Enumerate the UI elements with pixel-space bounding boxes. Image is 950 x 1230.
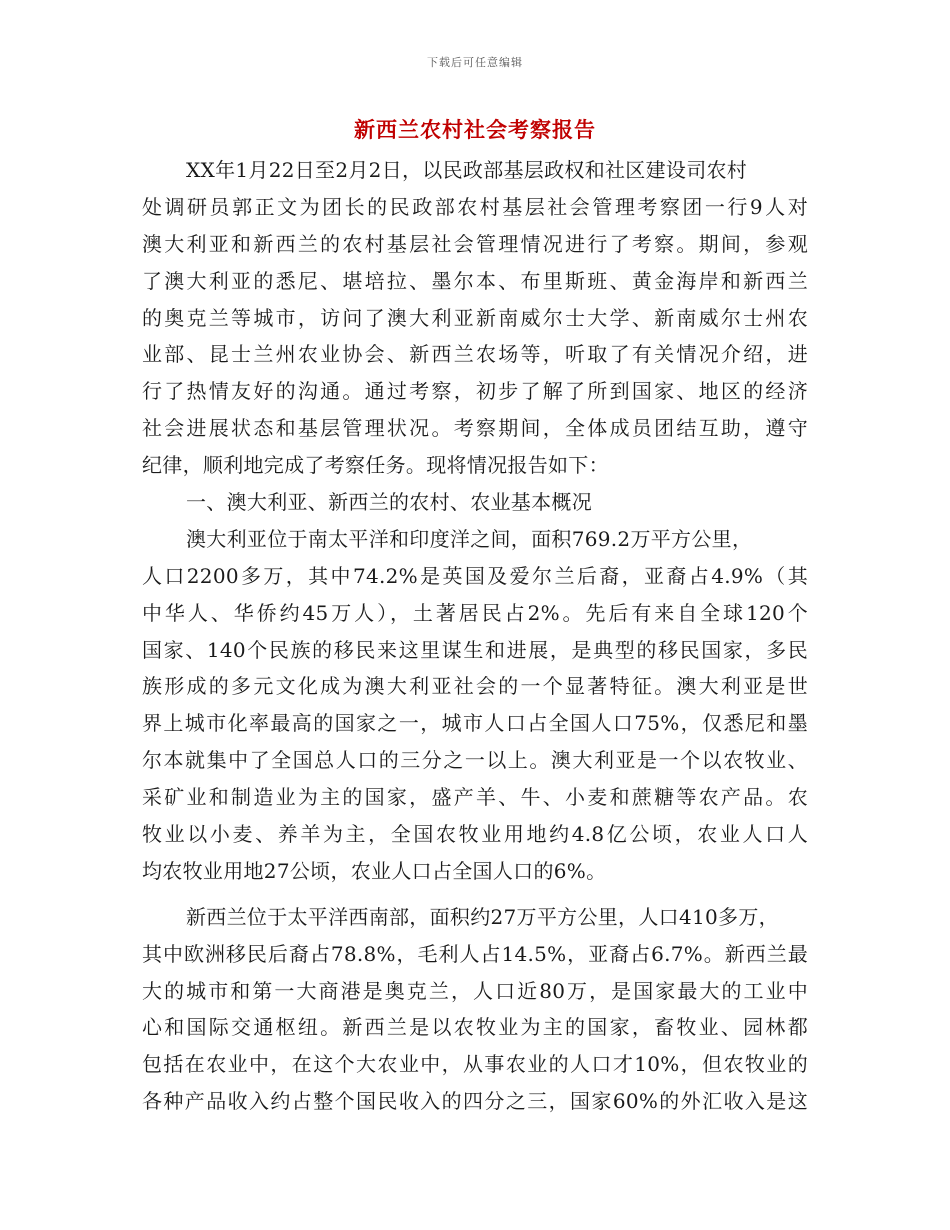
paragraph-line: 牧业以小麦、养羊为主，全国农牧业用地约4.8亿公顷，农业人口人 <box>142 822 808 847</box>
paragraph-line: 新西兰位于太平洋西南部，面积约27万平方公里，人口410多万， <box>186 904 779 929</box>
paragraph-line: 各种产品收入约占整个国民收入的四分之三，国家60%的外汇收入是这 <box>142 1089 808 1114</box>
paragraph-line: 的奥克兰等城市，访问了澳大利亚新南威尔士大学、新南威尔士州农 <box>142 305 808 330</box>
paragraph-line: 纪律，顺利地完成了考察任务。现将情况报告如下： <box>142 453 609 478</box>
paragraph-line: 澳大利亚位于南太平洋和印度洋之间，面积769.2万平方公里， <box>186 526 753 551</box>
paragraph-line: 了澳大利亚的悉尼、堪培拉、墨尔本、布里斯班、黄金海岸和新西兰 <box>142 268 808 293</box>
paragraph-line: 其中欧洲移民后裔占78.8%，毛利人占14.5%，亚裔占6.7%。新西兰最 <box>142 941 808 966</box>
document-body <box>142 152 808 1120</box>
paragraph-line: 大的城市和第一大商港是奥克兰，人口近80万，是国家最大的工业中 <box>142 978 808 1003</box>
paragraph-line: 界上城市化率最高的国家之一，城市人口占全国人口75%，仅悉尼和墨 <box>142 711 808 736</box>
paragraph-line: 行了热情友好的沟通。通过考察，初步了解了所到国家、地区的经济 <box>142 379 808 404</box>
document-title: 新西兰农村社会考察报告 <box>354 117 596 142</box>
paragraph-line: 人口2200多万，其中74.2%是英国及爱尔兰后裔，亚裔占4.9%（其 <box>142 563 808 588</box>
paragraph-line: 采矿业和制造业为主的国家，盛产羊、牛、小麦和蔗糖等农产品。农 <box>142 785 808 810</box>
paragraph-line: 中华人、华侨约45万人），土著居民占2%。先后有来自全球120个 <box>142 600 808 625</box>
paragraph-line: 包括在农业中，在这个大农业中，从事农业的人口才10%，但农牧业的 <box>142 1052 808 1077</box>
paragraph-line: XX年1月22日至2月2日，以民政部基层政权和社区建设司农村 <box>186 158 748 182</box>
section-heading: 一、澳大利亚、新西兰的农村、农业基本概况 <box>186 490 592 515</box>
paragraph-line: 族形成的多元文化成为澳大利亚社会的一个显著特征。澳大利亚是世 <box>142 674 808 699</box>
header-note: 下载后可任意编辑 <box>427 56 523 69</box>
paragraph-line: 业部、昆士兰州农业协会、新西兰农场等，听取了有关情况介绍，进 <box>142 342 808 367</box>
paragraph-line: 尔本就集中了全国总人口的三分之一以上。澳大利亚是一个以农牧业、 <box>142 748 808 773</box>
paragraph-line: 社会进展状态和基层管理状况。考察期间，全体成员团结互助，遵守 <box>142 416 808 441</box>
paragraph-line: 澳大利亚和新西兰的农村基层社会管理情况进行了考察。期间，参观 <box>142 231 808 256</box>
paragraph-line: 国家、140个民族的移民来这里谋生和进展，是典型的移民国家，多民 <box>142 637 808 662</box>
paragraph-line: 心和国际交通枢纽。新西兰是以农牧业为主的国家，畜牧业、园林都 <box>142 1015 808 1040</box>
paragraph-line: 处调研员郭正文为团长的民政部农村基层社会管理考察团一行9人对 <box>142 194 808 219</box>
paragraph-line: 均农牧业用地27公顷，农业人口占全国人口的6%。 <box>142 858 607 883</box>
